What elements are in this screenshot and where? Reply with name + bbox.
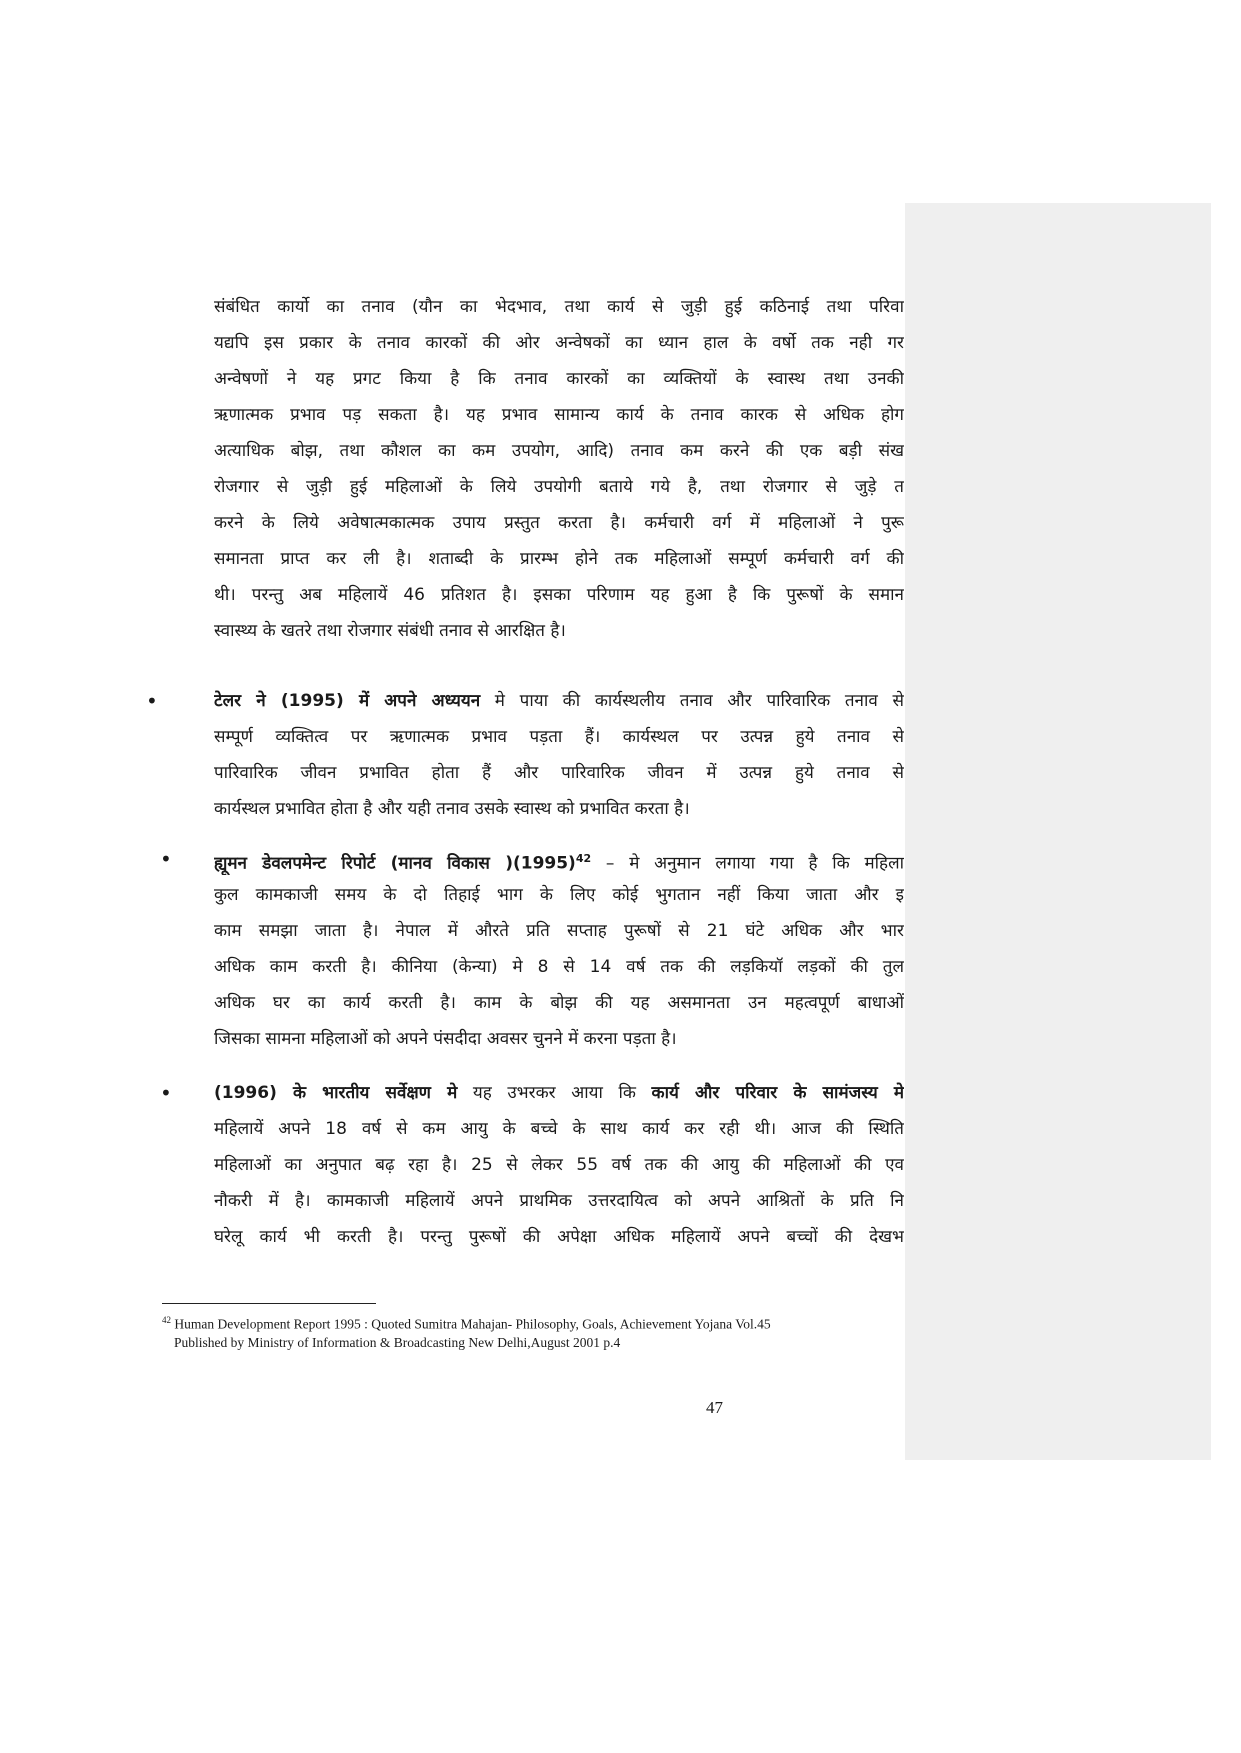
text-line: यद्यपि इस प्रकार के तनाव कारकों की ओर अन्वेषकों का ध्यान हाल के वर्षो तक नही गर bbox=[214, 333, 904, 353]
text-line: पारिवारिक जीवन प्रभावित होता हैं और पारिवारिक जीवन में उत्पन्न हुये तनाव से bbox=[214, 763, 904, 783]
text-line: नौकरी में है। कामकाजी महिलायें अपने प्राथमिक उत्तरदायित्व को अपने आश्रितों के प्रति नि bbox=[214, 1191, 904, 1211]
text-line: घरेलू कार्य भी करती है। परन्तु पुरूषों की अपेक्षा अधिक महिलायें अपने बच्चों की देखभ bbox=[214, 1227, 904, 1247]
text-line: रोजगार से जुड़ी हुई महिलाओं के लिये उपयोगी बताये गये है, तथा रोजगार से जुड़े त bbox=[214, 477, 904, 497]
bullet-marker: • bbox=[160, 847, 172, 871]
bullet-1 bbox=[214, 690, 904, 820]
lead-rest: – मे अनुमान लगाया गया है कि महिला bbox=[591, 853, 904, 874]
text-line: महिलाओं का अनुपात बढ़ रहा है। 25 से लेकर 55 वर्ष तक की आयु की महिलाओं की एव bbox=[214, 1155, 904, 1175]
text-line: अत्याधिक बोझ, तथा कौशल का कम उपयोग, आदि) तनाव कम करने की एक बड़ी संख bbox=[214, 441, 904, 461]
text-line bbox=[214, 690, 904, 712]
bullet-3 bbox=[214, 1082, 904, 1252]
bold-lead: टेलर ने (1995) में अपने अध्ययन bbox=[214, 691, 481, 711]
text-line: संबंधित कार्यो का तनाव (यौन का भेदभाव, तथा कार्य से जुड़ी हुई कठिनाई तथा परिवा bbox=[214, 297, 904, 317]
text-line: ऋणात्मक प्रभाव पड़ सकता है। यह प्रभाव सामान्य कार्य के तनाव कारक से अधिक होग bbox=[214, 405, 904, 425]
footnote-text: Human Development Report 1995 : Quoted Sumitra Mahajan- Philosophy, Goals, Achievement Yojana Vol.45 bbox=[171, 1316, 771, 1332]
text-line: थी। परन्तु अब महिलायें 46 प्रतिशत है। इसका परिणाम यह हुआ है कि पुरूषों के समान bbox=[214, 585, 904, 605]
footnote-ref: 42 bbox=[575, 852, 592, 865]
text-line: महिलायें अपने 18 वर्ष से कम आयु के बच्चे के साथ कार्य कर रही थी। आज की स्थिति bbox=[214, 1119, 904, 1139]
footnote-line-2: Published by Ministry of Information & Broadcasting New Delhi,August 2001 p.4 bbox=[174, 1335, 621, 1350]
footnote-separator bbox=[162, 1303, 376, 1304]
text-line: समानता प्राप्त कर ली है। शताब्दी के प्रारम्भ होने तक महिलाओं सम्पूर्ण कर्मचारी वर्ग की bbox=[214, 549, 904, 569]
bullet-2 bbox=[214, 848, 904, 1048]
paragraph-1 bbox=[214, 296, 904, 666]
text-line: कुल कामकाजी समय के दो तिहाई भाग के लिए कोई भुगतान नहीं किया जाता और इ bbox=[214, 885, 904, 905]
text-line: जिसका सामना महिलाओं को अपने पंसदीदा अवसर चुनने में करना पड़ता है। bbox=[214, 1029, 677, 1048]
bold-lead: ह्यूमन डेवलपमेन्ट रिपोर्ट (मानव विकास )(1995) bbox=[214, 853, 576, 874]
bold-lead-2: कार्य और परिवार के सामंजस्य मे bbox=[651, 1083, 904, 1103]
text-line: स्वास्थ्य के खतरे तथा रोजगार संबंधी तनाव से आरक्षित है। bbox=[214, 621, 566, 641]
text-line: सम्पूर्ण व्यक्तित्व पर ऋणात्मक प्रभाव पड़ता हैं। कार्यस्थल पर उत्पन्न हुये तनाव से bbox=[214, 727, 904, 747]
text-line bbox=[214, 1082, 904, 1104]
bullet-marker: • bbox=[146, 689, 158, 713]
bullet-marker: • bbox=[160, 1081, 172, 1105]
text-line: अधिक काम करती है। कीनिया (केन्या) मे 8 से 14 वर्ष तक की लड़कियॉ लड़कों की तुल bbox=[214, 957, 904, 977]
text-line: अन्वेषणों ने यह प्रगट किया है कि तनाव कारकों का व्यक्तियों के स्वास्थ तथा उनकी bbox=[214, 369, 904, 389]
footnote-number: 42 bbox=[162, 1315, 171, 1325]
bold-lead: (1996) के भारतीय सर्वेक्षण मे bbox=[214, 1083, 458, 1103]
footnote-line-1 bbox=[162, 1311, 771, 1334]
text-line: काम समझा जाता है। नेपाल में औरते प्रति सप्ताह पुरूषों से 21 घंटे अधिक और भार bbox=[214, 921, 904, 941]
lead-rest: मे पाया की कार्यस्थलीय तनाव और पारिवारिक तनाव से bbox=[480, 691, 904, 711]
text-line: अधिक घर का कार्य करती है। काम के बोझ की यह असमानता उन महत्वपूर्ण बाधाओं bbox=[214, 993, 904, 1013]
text-line: करने के लिये अवेषात्मकात्मक उपाय प्रस्तुत करता है। कर्मचारी वर्ग में महिलाओं ने पुरू bbox=[214, 513, 904, 533]
lead-mid: यह उभरकर आया कि bbox=[457, 1083, 652, 1103]
comment-pane bbox=[905, 203, 1211, 1460]
text-line bbox=[214, 848, 904, 875]
page-number: 47 bbox=[706, 1398, 723, 1417]
text-line: कार्यस्थल प्रभावित होता है और यही तनाव उसके स्वास्थ को प्रभावित करता है। bbox=[214, 799, 690, 819]
